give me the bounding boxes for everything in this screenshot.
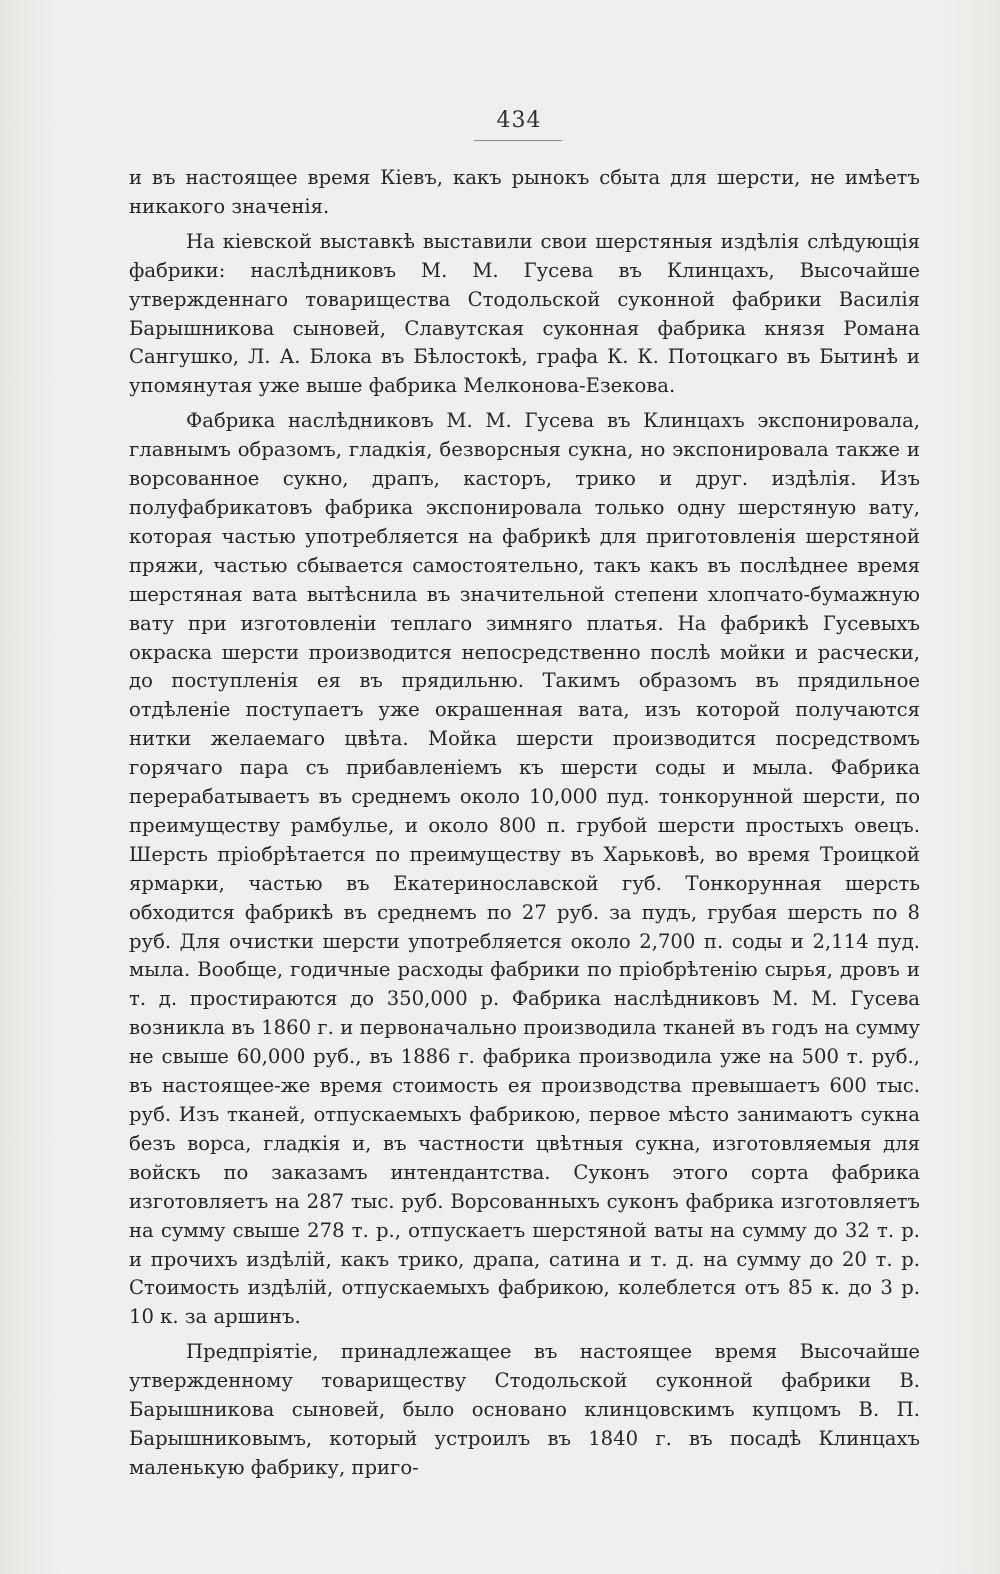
paragraph-continuation: и въ настоящее время Кіевъ, какъ рынокъ сбыта для шерсти, не имѣетъ никакого значенія. [129, 166, 920, 218]
paragraph-exhibitors: На кіевской выставкѣ выставили свои шерстяныя издѣлія слѣдующія фабрики: наслѣдниковъ М. М. Гусева въ Клинцахъ, Высочайше утвержденнаго товарищества Стодольской суконной фабрики Василія Барышникова сыновей, Славутская суконная фабрика князя Романа Сангушко, Л. А. Блока въ Бѣлостокѣ, графа К. К. Потоцкаго въ Бытинѣ и упомянутая уже выше фабрика Мелконова-Езекова. [129, 229, 920, 398]
body-text [129, 164, 920, 1489]
paragraph-baryshnikov-enterprise: Предпріятіе, принадлежащее въ настоящее время Высочайше утвержденному товариществу Стодольской суконной фабрики В. Барышникова сыновей, было основано клинцовскимъ купцомъ В. П. Барышниковымъ, который устроилъ въ 1840 г. въ посадѣ Клинцахъ маленькую фабрику, приго- [129, 1340, 920, 1479]
page-number-rule [474, 140, 562, 141]
paragraph-gusev-factory: Фабрика наслѣдниковъ М. М. Гусева въ Клинцахъ экспонировала, главнымъ образомъ, гладкія, безворсныя сукна, но экспонировала также и ворсованное сукно, драпъ, касторъ, трико и друг. издѣлія. Изъ полуфабрикатовъ фабрика экспонировала только одну шерстяную вату, которая частью употребляется на фабрикѣ для приготовленія шерстяной пряжи, частью сбывается самостоятельно, такъ какъ въ послѣднее время шерстяная вата вытѣснила въ значительной степени хлопчато-бумажную вату при изготовленіи теплаго зимняго платья. На фабрикѣ Гусевыхъ окраска шерсти производится непосредственно послѣ мойки и расчески, до поступленія ея въ прядильню. Такимъ образомъ въ прядильное отдѣленіе поступаетъ уже окрашенная вата, изъ которой получаются нитки желаемаго цвѣта. Мойка шерсти производится посредствомъ горячаго пара съ прибавленіемъ къ шерсти соды и мыла. Фабрика перерабатываетъ въ среднемъ около 10,000 пуд. тонкорунной шерсти, по преимуществу рамбулье, и около 800 п. грубой шерсти простыхъ овецъ. Шерсть пріобрѣтается по преимуществу въ Харьковѣ, во время Троицкой ярмарки, частью въ Екатеринославской губ. Тонкорунная шерсть обходится фабрикѣ въ среднемъ по 27 руб. за пудъ, грубая шерсть по 8 руб. Для очистки шерсти употребляется около 2,700 п. соды и 2,114 пуд. мыла. Вообще, годичные расходы фабрики по пріобрѣтенію сырья, дровъ и т. д. простираются до 350,000 р. Фабрика наслѣдниковъ М. М. Гусева возникла въ 1860 г. и первоначально производила тканей въ годъ на сумму не свыше 60,000 руб., въ 1886 г. фабрика производила уже на 500 т. руб., въ настоящее-же время стоимость ея производства превышаетъ 600 тыс. руб. Изъ тканей, отпускаемыхъ фабрикою, первое мѣсто занимаютъ сукна безъ ворса, гладкія и, въ частности цвѣтныя сукна, изготовляемыя для войскъ по заказамъ интендантства. Суконъ этого сорта фабрика изготовляетъ на 287 тыс. руб. Ворсованныхъ суконъ фабрика изготовляетъ на сумму свыше 278 т. р., отпускаетъ шерстяной ваты на сумму до 32 т. р. и прочихъ издѣлій, какъ трико, драпа, сатина и т. д. на сумму до 20 т. р. Стоимость издѣлій, отпускаемыхъ фабрикою, колеблется отъ 85 к. до 3 р. 10 к. за аршинъ. [129, 409, 920, 1329]
page-number: 434 [496, 108, 542, 133]
